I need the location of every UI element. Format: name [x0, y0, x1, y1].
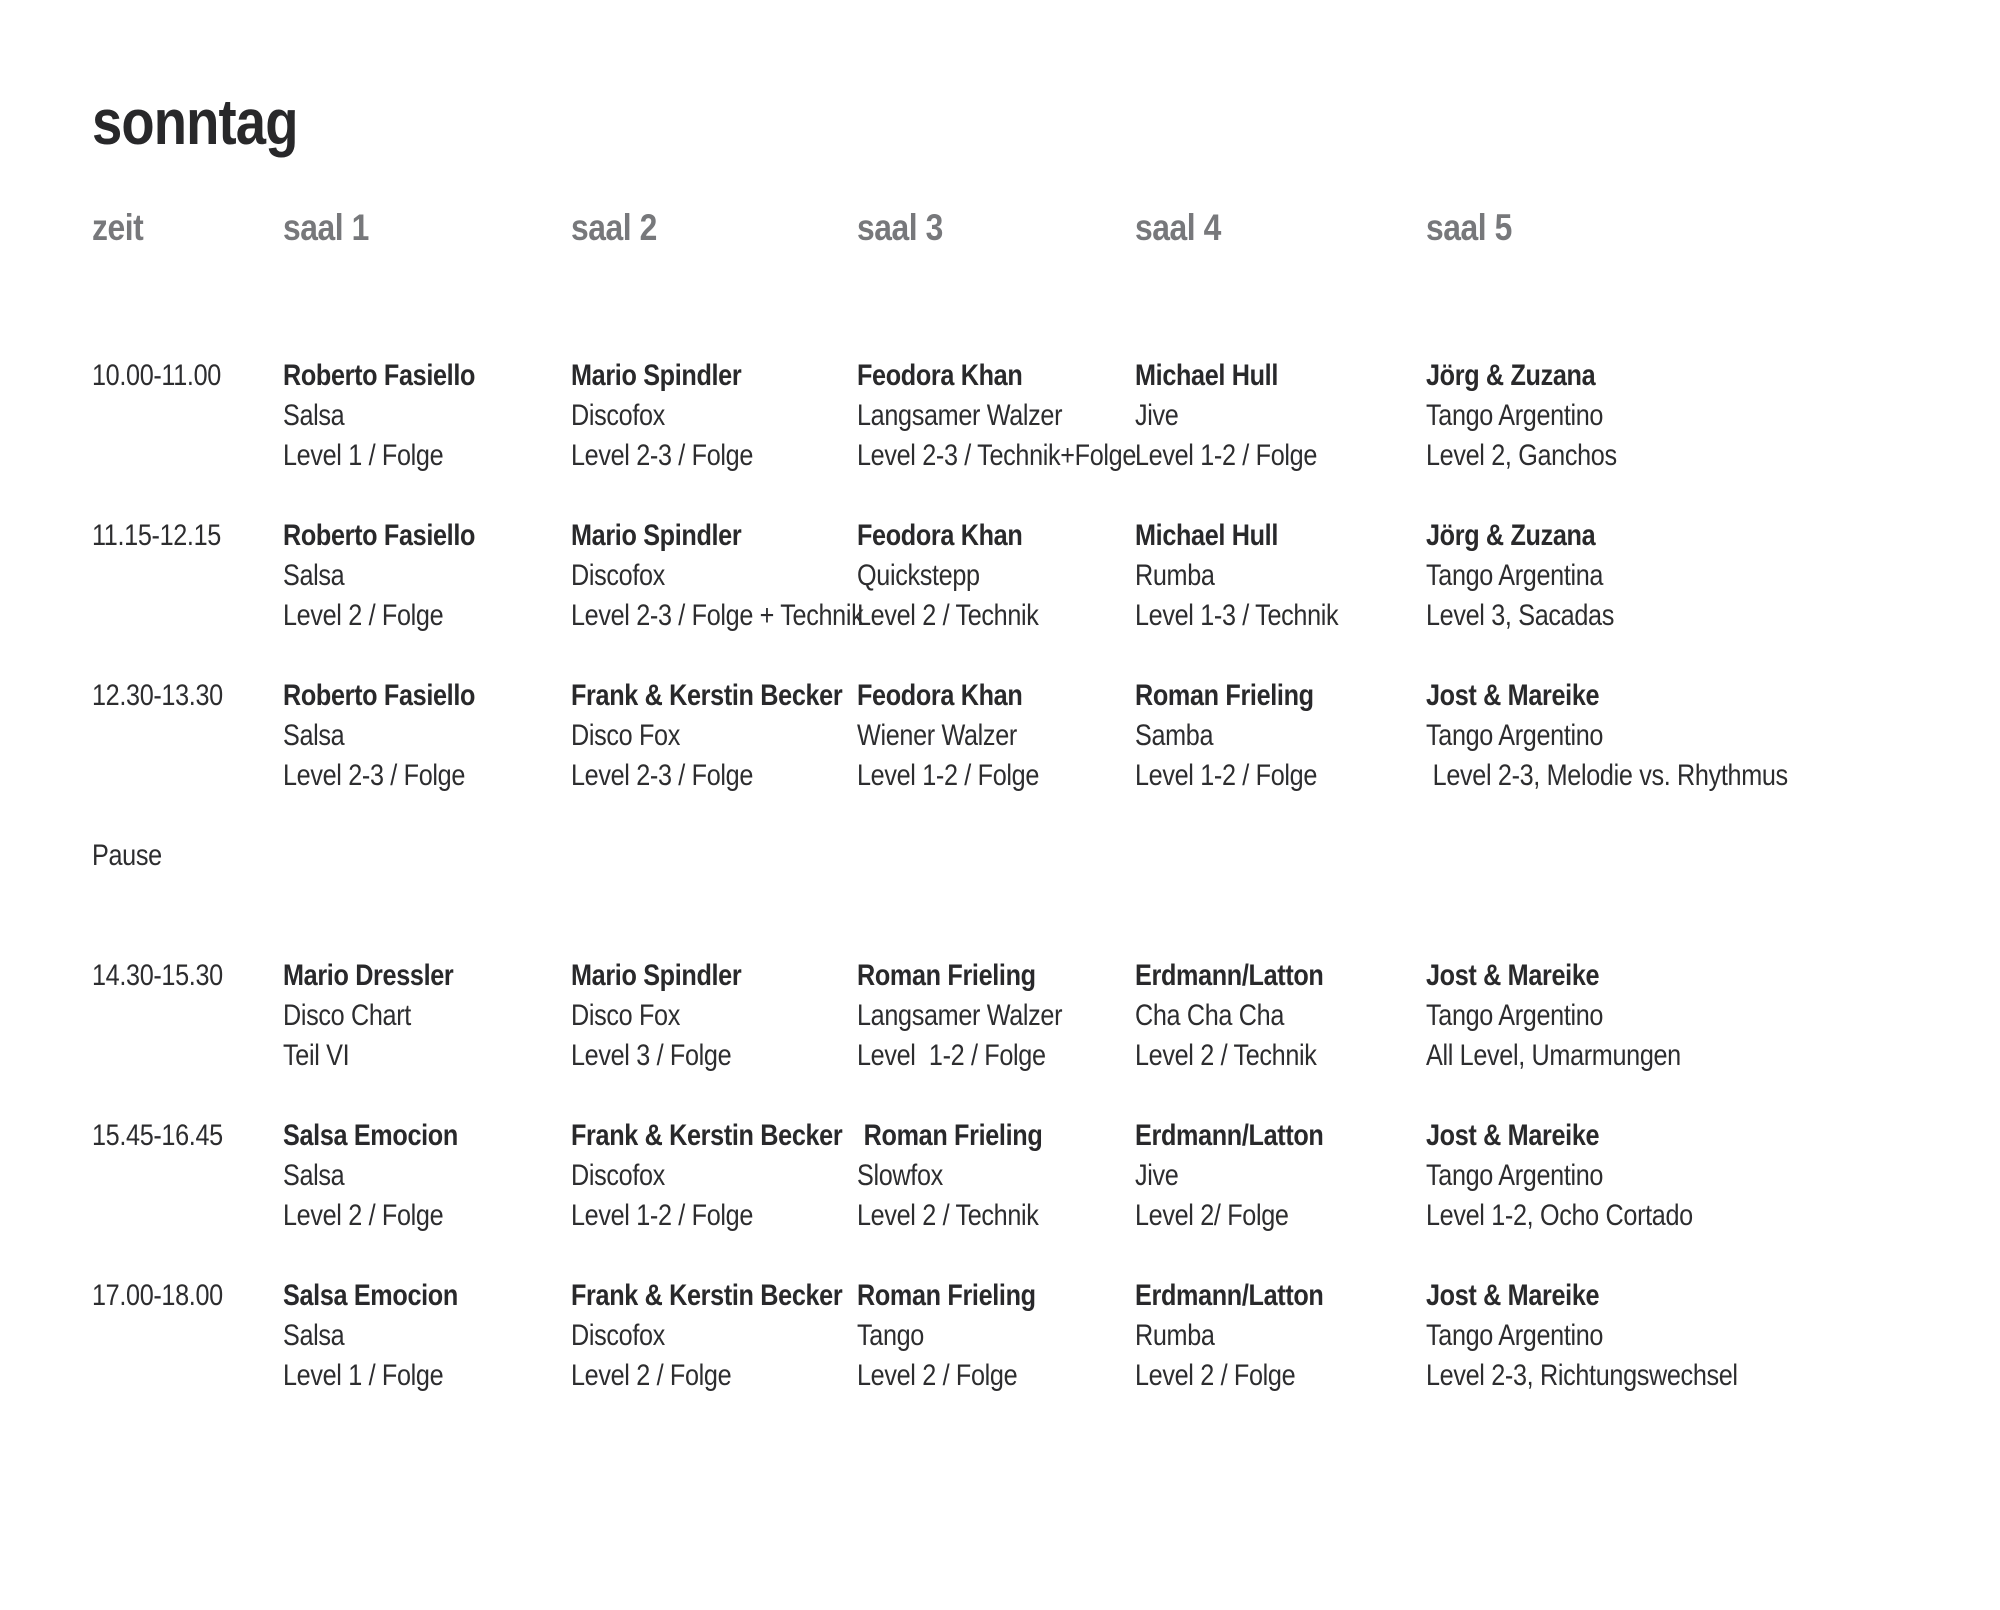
session-cell-saal-5: [1426, 516, 2000, 636]
dance-style: Salsa: [283, 1159, 345, 1192]
time-label: 14.30-15.30: [92, 959, 223, 992]
session-cell-saal-2: [571, 956, 857, 1076]
dance-style: Salsa: [283, 559, 345, 592]
column-header-saal-3: saal 3: [857, 207, 943, 248]
instructor-name: Jost & Mareike: [1426, 959, 1600, 992]
level-info: Level 2 / Technik: [857, 599, 1039, 632]
session-cell-saal-1: [283, 1276, 571, 1396]
level-info: Level 3, Sacadas: [1426, 599, 1614, 632]
instructor-name: Erdmann/Latton: [1135, 1119, 1324, 1152]
dance-style: Discofox: [571, 399, 665, 432]
dance-style: Jive: [1135, 399, 1179, 432]
instructor-name: Mario Spindler: [571, 359, 742, 392]
page-title: sonntag: [92, 86, 298, 158]
level-info: Level 3 / Folge: [571, 1039, 732, 1072]
session-cell-saal-2: [571, 516, 864, 636]
dance-style: Slowfox: [857, 1159, 943, 1192]
instructor-name: Jost & Mareike: [1426, 1279, 1600, 1312]
column-header-saal-5: saal 5: [1426, 207, 1512, 248]
level-info: Level 2-3 / Folge: [283, 759, 466, 792]
instructor-name: Roman Frieling: [1135, 679, 1314, 712]
schedule-row-15.45-16.45: [92, 1116, 2000, 1236]
session-cell-saal-1: [283, 676, 571, 796]
session-cell-saal-4: [1135, 356, 1426, 476]
instructor-name: Salsa Emocion: [283, 1279, 458, 1312]
column-header-row: [92, 208, 2000, 248]
level-info: Level 2 / Folge: [283, 1199, 444, 1232]
schedule-body: [92, 356, 2000, 1396]
dance-style: Tango: [857, 1319, 924, 1352]
time-label: 10.00-11.00: [92, 359, 221, 392]
level-info: Level 2 / Folge: [857, 1359, 1018, 1392]
instructor-name: Jörg & Zuzana: [1426, 519, 1596, 552]
session-cell-saal-5: [1426, 1116, 2000, 1236]
level-info: Teil VI: [283, 1039, 350, 1072]
dance-style: Salsa: [283, 399, 345, 432]
level-info: All Level, Umarmungen: [1426, 1039, 1681, 1072]
session-cell-saal-3: [857, 676, 1135, 796]
session-cell-saal-3: [857, 1116, 1135, 1236]
instructor-name: Roberto Fasiello: [283, 519, 476, 552]
instructor-name: Michael Hull: [1135, 359, 1278, 392]
session-cell-saal-4: [1135, 676, 1426, 796]
instructor-name: Erdmann/Latton: [1135, 959, 1324, 992]
session-cell-saal-5: [1426, 356, 2000, 476]
level-info: Level 1-2 / Folge: [857, 1039, 1046, 1072]
level-info: Level 2 / Folge: [283, 599, 444, 632]
dance-style: Tango Argentino: [1426, 399, 1604, 432]
instructor-name: Feodora Khan: [857, 359, 1023, 392]
session-cell-saal-3: [857, 356, 1135, 476]
session-cell-saal-3: [857, 516, 1135, 636]
session-cell-saal-1: [283, 956, 571, 1076]
dance-style: Samba: [1135, 719, 1214, 752]
dance-style: Disco Fox: [571, 999, 681, 1032]
level-info: Level 1-2 / Folge: [1135, 439, 1318, 472]
session-cell-saal-4: [1135, 956, 1426, 1076]
time-label: 15.45-16.45: [92, 1119, 223, 1152]
session-cell-saal-3: [857, 1276, 1135, 1396]
instructor-name: Salsa Emocion: [283, 1119, 458, 1152]
instructor-name: Michael Hull: [1135, 519, 1278, 552]
level-info: Level 2-3 / Folge: [571, 759, 754, 792]
session-cell-saal-5: [1426, 676, 2000, 796]
dance-style: Rumba: [1135, 559, 1215, 592]
instructor-name: Roberto Fasiello: [283, 359, 476, 392]
level-info: Level 2-3, Melodie vs. Rhythmus: [1426, 759, 1788, 792]
session-cell-saal-1: [283, 516, 571, 636]
instructor-name: Frank & Kerstin Becker: [571, 679, 843, 712]
column-header-saal-1: saal 1: [283, 207, 369, 248]
level-info: Level 2 / Technik: [1135, 1039, 1317, 1072]
level-info: Level 1-2 / Folge: [571, 1199, 754, 1232]
session-cell-saal-2: [571, 1276, 857, 1396]
level-info: Level 2 / Technik: [857, 1199, 1039, 1232]
dance-style: Wiener Walzer: [857, 719, 1017, 752]
level-info: Level 1-2 / Folge: [857, 759, 1040, 792]
session-cell-saal-1: [283, 1116, 571, 1236]
level-info: Level 2 / Folge: [1135, 1359, 1296, 1392]
schedule-row-14.30-15.30: [92, 956, 2000, 1076]
instructor-name: Mario Spindler: [571, 519, 742, 552]
dance-style: Salsa: [283, 719, 345, 752]
instructor-name: Roberto Fasiello: [283, 679, 476, 712]
instructor-name: Roman Frieling: [857, 1119, 1043, 1152]
dance-style: Disco Chart: [283, 999, 411, 1032]
dance-style: Discofox: [571, 1319, 665, 1352]
session-cell-saal-2: [571, 356, 857, 476]
level-info: Level 1-2 / Folge: [1135, 759, 1318, 792]
dance-style: Tango Argentino: [1426, 1319, 1604, 1352]
session-cell-saal-3: [857, 956, 1135, 1076]
instructor-name: Jost & Mareike: [1426, 1119, 1600, 1152]
instructor-name: Feodora Khan: [857, 519, 1023, 552]
instructor-name: Roman Frieling: [857, 1279, 1036, 1312]
schedule-row-12.30-13.30: [92, 676, 2000, 796]
dance-style: Tango Argentino: [1426, 719, 1604, 752]
dance-style: Langsamer Walzer: [857, 999, 1063, 1032]
schedule-row-17.00-18.00: [92, 1276, 2000, 1396]
dance-style: Quickstepp: [857, 559, 980, 592]
dance-style: Disco Fox: [571, 719, 681, 752]
instructor-name: Jost & Mareike: [1426, 679, 1600, 712]
session-cell-saal-4: [1135, 516, 1426, 636]
dance-style: Rumba: [1135, 1319, 1215, 1352]
level-info: Level 2, Ganchos: [1426, 439, 1617, 472]
level-info: Level 2-3 / Folge + Technik: [571, 599, 864, 632]
level-info: Level 1-3 / Technik: [1135, 599, 1339, 632]
time-label: 11.15-12.15: [92, 519, 221, 552]
dance-style: Jive: [1135, 1159, 1179, 1192]
instructor-name: Mario Spindler: [571, 959, 742, 992]
instructor-name: Roman Frieling: [857, 959, 1036, 992]
dance-style: Tango Argentino: [1426, 999, 1604, 1032]
schedule-row-10.00-11.00: [92, 356, 2000, 476]
session-cell-saal-4: [1135, 1116, 1426, 1236]
level-info: Level 2-3, Richtungswechsel: [1426, 1359, 1738, 1392]
instructor-name: Erdmann/Latton: [1135, 1279, 1324, 1312]
dance-style: Salsa: [283, 1319, 345, 1352]
level-info: Level 2-3 / Technik+Folge: [857, 439, 1137, 472]
session-cell-saal-2: [571, 676, 857, 796]
level-info: Level 1-2, Ocho Cortado: [1426, 1199, 1693, 1232]
level-info: Level 2/ Folge: [1135, 1199, 1289, 1232]
instructor-name: Jörg & Zuzana: [1426, 359, 1596, 392]
session-cell-saal-5: [1426, 956, 2000, 1076]
dance-style: Discofox: [571, 559, 665, 592]
session-cell-saal-1: [283, 356, 571, 476]
session-cell-saal-4: [1135, 1276, 1426, 1396]
instructor-name: Feodora Khan: [857, 679, 1023, 712]
level-info: Level 1 / Folge: [283, 1359, 444, 1392]
instructor-name: Frank & Kerstin Becker: [571, 1279, 843, 1312]
instructor-name: Mario Dressler: [283, 959, 454, 992]
level-info: Level 2 / Folge: [571, 1359, 732, 1392]
session-cell-saal-5: [1426, 1276, 2000, 1396]
level-info: Level 1 / Folge: [283, 439, 444, 472]
dance-style: Discofox: [571, 1159, 665, 1192]
column-header-saal-2: saal 2: [571, 207, 657, 248]
dance-style: Tango Argentina: [1426, 559, 1604, 592]
dance-style: Langsamer Walzer: [857, 399, 1063, 432]
dance-style: Cha Cha Cha: [1135, 999, 1284, 1032]
schedule-row-11.15-12.15: [92, 516, 2000, 636]
column-header-saal-4: saal 4: [1135, 207, 1221, 248]
dance-style: Tango Argentino: [1426, 1159, 1604, 1192]
time-label: 17.00-18.00: [92, 1279, 223, 1312]
level-info: Level 2-3 / Folge: [571, 439, 754, 472]
pause-label: Pause: [92, 839, 162, 872]
time-label: 12.30-13.30: [92, 679, 223, 712]
instructor-name: Frank & Kerstin Becker: [571, 1119, 843, 1152]
column-header-zeit: zeit: [92, 207, 144, 248]
session-cell-saal-2: [571, 1116, 857, 1236]
